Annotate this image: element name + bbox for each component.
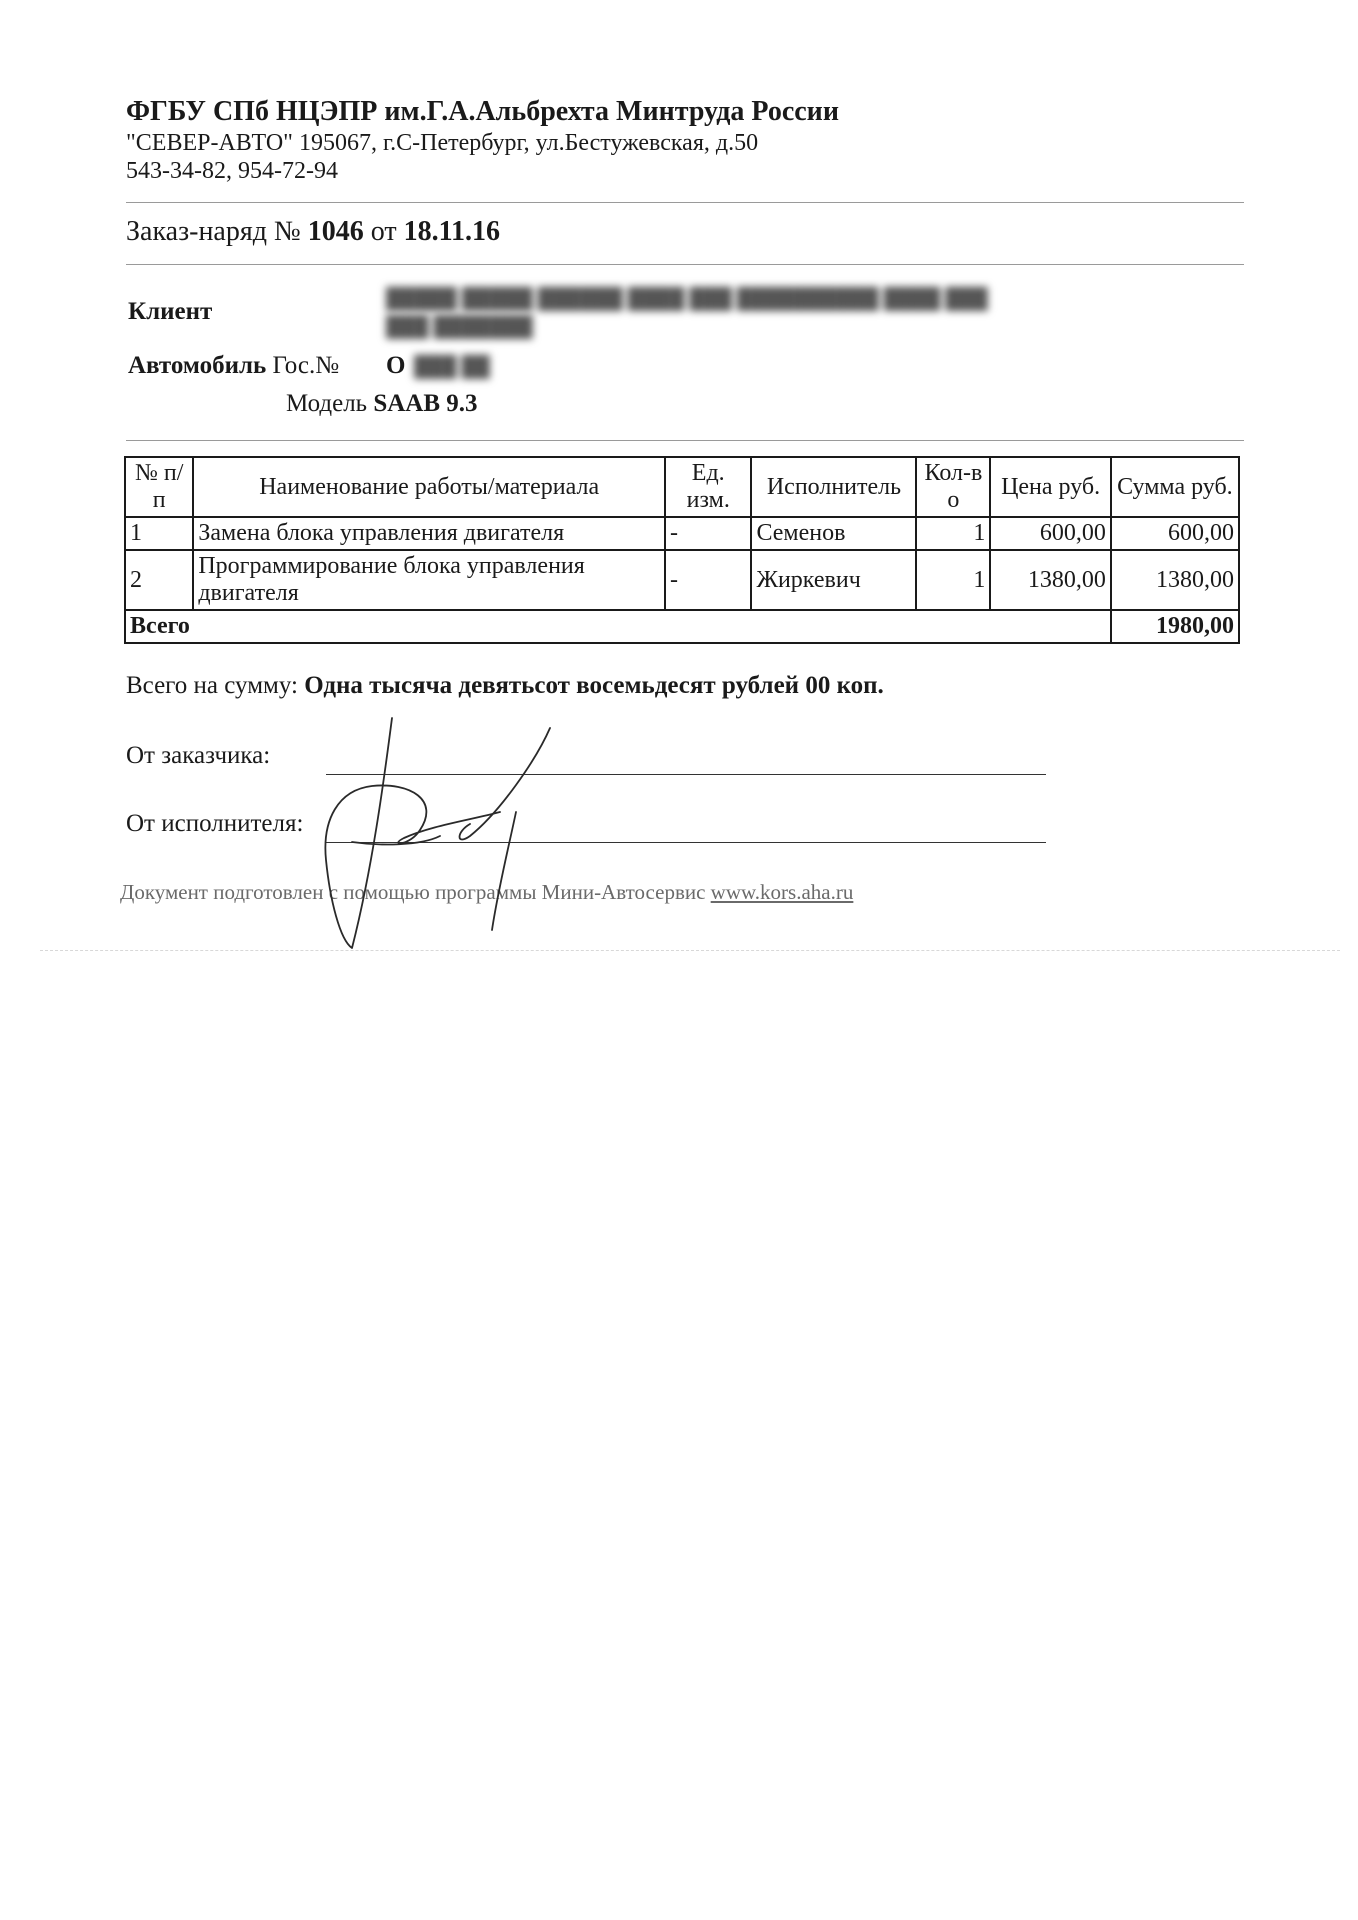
customer-signature-label: От заказчика: <box>126 742 271 769</box>
executor-signature-line <box>326 842 1046 843</box>
client-name-redacted: █████ █████ ██████ ████ ███ ██████████ ████ ███ <box>386 288 988 310</box>
signature-stroke <box>492 812 516 930</box>
plate-visible: О <box>386 352 406 379</box>
amount-label: Всего на сумму: <box>126 672 298 699</box>
row-sum: 600,00 <box>1111 517 1239 550</box>
divider <box>126 264 1244 265</box>
footer-link[interactable]: www.kors.aha.ru <box>710 880 854 904</box>
header-sum: Сумма руб. <box>1111 457 1239 517</box>
row-price: 1380,00 <box>990 550 1110 610</box>
header-executor: Исполнитель <box>751 457 916 517</box>
car-model-row <box>286 390 478 418</box>
header-qty: Кол-во <box>916 457 990 517</box>
order-number: 1046 <box>307 216 364 247</box>
header-unit: Ед. изм. <box>665 457 751 517</box>
executor-signature-label: От исполнителя: <box>126 810 304 837</box>
row-name: Программирование блока управления двигателя <box>193 550 665 610</box>
model-value: SAAB 9.3 <box>373 390 478 417</box>
order-title <box>126 216 500 248</box>
header-name: Наименование работы/материала <box>193 457 665 517</box>
row-qty: 1 <box>916 550 990 610</box>
plate-label: Гос.№ <box>272 352 340 379</box>
row-executor: Семенов <box>751 517 916 550</box>
row-price: 600,00 <box>990 517 1110 550</box>
row-unit: - <box>665 517 751 550</box>
organization-name: ФГБУ СПб НЦЭПР им.Г.А.Альбрехта Минтруда России <box>126 96 839 127</box>
amount-in-words-row <box>126 672 884 700</box>
row-no: 2 <box>125 550 193 610</box>
order-from: от <box>370 216 397 247</box>
total-value: 1980,00 <box>1111 610 1239 643</box>
organization-phones: 543-34-82, 954-72-94 <box>126 158 338 184</box>
plate-number <box>386 352 405 380</box>
plate-number-redacted: ███ ██ <box>414 356 490 378</box>
client-label: Клиент <box>128 298 213 325</box>
signature-stroke <box>352 836 440 844</box>
divider <box>126 202 1244 203</box>
row-name: Замена блока управления двигателя <box>193 517 665 550</box>
items-table <box>124 456 1240 644</box>
row-sum: 1380,00 <box>1111 550 1239 610</box>
order-prefix: Заказ-наряд № <box>126 216 301 247</box>
client-phone-redacted: ███ ███████ <box>386 316 533 338</box>
scan-edge <box>40 950 1340 951</box>
customer-signature-line <box>326 774 1046 775</box>
amount-in-words: Одна тысяча девятьсот восемьдесят рублей 00 коп. <box>304 672 884 699</box>
table-row <box>125 550 1239 610</box>
car-label: Автомобиль <box>128 352 267 379</box>
row-no: 1 <box>125 517 193 550</box>
divider <box>126 440 1244 441</box>
signature-stroke <box>325 718 500 948</box>
footer-text: Документ подготовлен с помощью программы Мини-Автосервис <box>120 880 706 904</box>
header-no: № п/п <box>125 457 193 517</box>
organization-address: "СЕВЕР-АВТО" 195067, г.С-Петербург, ул.Бестужевская, д.50 <box>126 130 759 156</box>
car-label-row <box>128 352 339 380</box>
row-unit: - <box>665 550 751 610</box>
row-executor: Жиркевич <box>751 550 916 610</box>
table-row <box>125 517 1239 550</box>
total-row <box>125 610 1239 643</box>
total-label: Всего <box>125 610 1111 643</box>
order-date: 18.11.16 <box>403 216 501 247</box>
row-qty: 1 <box>916 517 990 550</box>
header-price: Цена руб. <box>990 457 1110 517</box>
footer-note <box>120 880 853 905</box>
model-label: Модель <box>286 390 368 417</box>
table-header-row <box>125 457 1239 517</box>
signature-stroke <box>460 728 551 839</box>
